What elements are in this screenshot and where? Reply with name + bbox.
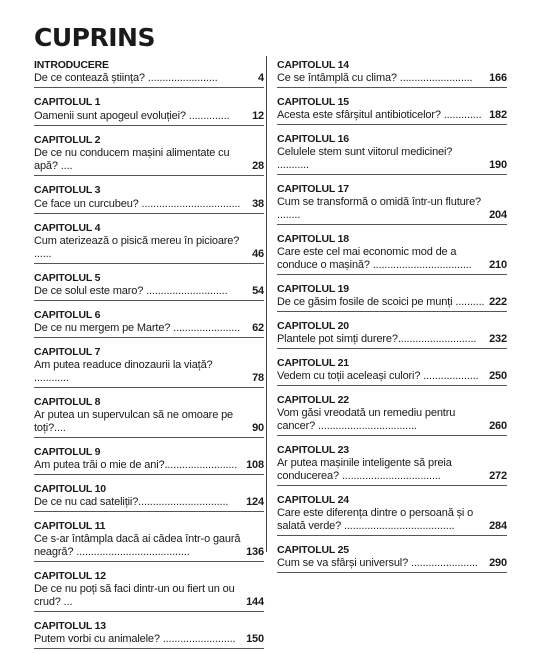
toc-entry[interactable] — [277, 441, 507, 486]
chapter-question: De ce contează știința? ........................ — [34, 72, 218, 84]
page-number: 166 — [489, 72, 507, 84]
chapter-question: Care este diferența dintre o persoană și o salată verde? ...................................... — [277, 507, 474, 532]
chapter-question: Cum se va sfârși universul? ....................... — [277, 557, 478, 569]
chapter-label: CAPITOLUL 12 — [34, 570, 106, 582]
chapter-question: Vom găsi vreodată un remediu pentru cancer? .................................. — [277, 407, 456, 432]
chapter-question: Ce s-ar întâmpla dacă ai cădea într-o gaură neagră? ....................................... — [34, 533, 241, 558]
chapter-label: CAPITOLUL 2 — [34, 134, 101, 146]
chapter-question: De ce nu mergem pe Marte? ....................... — [34, 322, 241, 334]
toc-entry[interactable] — [277, 541, 507, 573]
chapter-question: Cum aterizează o pisică mereu în picioare? ...... — [34, 235, 240, 260]
page-number: 250 — [489, 370, 507, 382]
toc-entry[interactable] — [34, 617, 264, 649]
toc-entry[interactable] — [34, 517, 264, 562]
chapter-question: Am putea trăi o mie de ani?......................... — [34, 459, 238, 471]
chapter-question: Plantele pot simți durere?........................... — [277, 333, 477, 345]
toc-entry[interactable] — [34, 181, 264, 214]
page-number: 136 — [246, 546, 264, 558]
page-number: 54 — [252, 285, 264, 297]
chapter-question: Vedem cu toții aceleași culori? ................... — [277, 370, 479, 382]
toc-entry[interactable] — [34, 306, 264, 338]
chapter-question: Ce face un curcubeu? .................................. — [34, 198, 241, 210]
chapter-label: CAPITOLUL 20 — [277, 320, 349, 332]
chapter-label: CAPITOLUL 18 — [277, 233, 349, 245]
toc-entry[interactable] — [277, 230, 507, 275]
toc-right-column — [277, 56, 507, 578]
page-number: 108 — [246, 459, 264, 471]
chapter-question: Acesta este sfârșitul antibioticelor? ............. — [277, 109, 482, 121]
chapter-label: CAPITOLUL 24 — [277, 494, 349, 506]
chapter-label: CAPITOLUL 7 — [34, 346, 101, 358]
chapter-label: CAPITOLUL 9 — [34, 446, 101, 458]
page-number: 90 — [252, 422, 264, 434]
page-number: 144 — [246, 596, 264, 608]
page-number: 12 — [252, 110, 264, 122]
page-number: 204 — [489, 209, 507, 221]
chapter-question: De ce nu poți să faci dintr-un ou fiert un ou crud? ... — [34, 583, 235, 608]
page-number: 124 — [246, 496, 264, 508]
chapter-label: CAPITOLUL 4 — [34, 222, 101, 234]
chapter-label: CAPITOLUL 23 — [277, 444, 349, 456]
page-number: 4 — [258, 72, 264, 84]
toc-entry[interactable] — [34, 56, 264, 88]
page-number: 38 — [252, 198, 264, 210]
chapter-label: CAPITOLUL 25 — [277, 544, 349, 556]
chapter-label: CAPITOLUL 22 — [277, 394, 349, 406]
toc-entry[interactable] — [34, 480, 264, 512]
chapter-label: CAPITOLUL 21 — [277, 357, 349, 369]
toc-entry[interactable] — [34, 93, 264, 126]
toc-entry[interactable] — [277, 180, 507, 225]
chapter-label: CAPITOLUL 5 — [34, 272, 101, 284]
chapter-label: CAPITOLUL 3 — [34, 184, 101, 196]
toc-entry[interactable] — [277, 491, 507, 536]
toc-entry[interactable] — [277, 317, 507, 349]
page-number: 232 — [489, 333, 507, 345]
chapter-label: CAPITOLUL 13 — [34, 620, 106, 632]
chapter-label: CAPITOLUL 10 — [34, 483, 106, 495]
toc-entry[interactable] — [277, 354, 507, 386]
chapter-question: Ar putea un supervulcan să ne omoare pe toți?.... — [34, 409, 234, 434]
toc-entry[interactable] — [34, 393, 264, 438]
chapter-label: CAPITOLUL 6 — [34, 309, 101, 321]
page-number: 210 — [489, 259, 507, 271]
chapter-label: CAPITOLUL 19 — [277, 283, 349, 295]
toc-entry[interactable] — [277, 391, 507, 436]
toc-entry[interactable] — [34, 567, 264, 612]
toc-entry[interactable] — [277, 280, 507, 312]
chapter-label: CAPITOLUL 8 — [34, 396, 101, 408]
page-number: 46 — [252, 248, 264, 260]
page-number: 190 — [489, 159, 507, 171]
page-number: 260 — [489, 420, 507, 432]
chapter-label: CAPITOLUL 15 — [277, 96, 349, 108]
chapter-question: Care este cel mai economic mod de a conduce o mașină? .................................. — [277, 246, 472, 271]
page-title: CUPRINS — [34, 23, 155, 52]
page-number: 78 — [252, 372, 264, 384]
column-divider — [266, 56, 267, 552]
toc-entry[interactable] — [34, 343, 264, 388]
toc-entry[interactable] — [34, 219, 264, 264]
chapter-label: CAPITOLUL 16 — [277, 133, 349, 145]
toc-entry[interactable] — [277, 56, 507, 88]
chapter-label: CAPITOLUL 14 — [277, 59, 349, 71]
chapter-question: Oamenii sunt apogeul evoluției? .............. — [34, 110, 230, 122]
toc-entry[interactable] — [277, 93, 507, 125]
page-number: 272 — [489, 470, 507, 482]
chapter-label: INTRODUCERE — [34, 59, 109, 71]
chapter-label: CAPITOLUL 11 — [34, 520, 106, 532]
page-number: 290 — [489, 557, 507, 569]
page-number: 182 — [489, 109, 507, 121]
page-number: 28 — [252, 160, 264, 172]
chapter-question: De ce găsim fosile de scoici pe munți .......... — [277, 296, 485, 308]
chapter-question: Ce se întâmplă cu clima? ......................... — [277, 72, 473, 84]
chapter-question: Ar putea mașinile inteligente să preia conducerea? .................................. — [277, 457, 452, 482]
toc-entry[interactable] — [34, 269, 264, 301]
chapter-question: Am putea readuce dinozaurii la viață? ............ — [34, 359, 213, 384]
chapter-question: De ce nu cad sateliții?............................... — [34, 496, 229, 508]
chapter-question: Celulele stem sunt viitorul medicinei? ........... — [277, 146, 453, 171]
chapter-label: CAPITOLUL 17 — [277, 183, 349, 195]
page-number: 284 — [489, 520, 507, 532]
chapter-question: De ce nu conducem mașini alimentate cu apă? .... — [34, 147, 230, 172]
chapter-question: Putem vorbi cu animalele? ......................... — [34, 633, 236, 645]
chapter-label: CAPITOLUL 1 — [34, 96, 101, 108]
toc-entry[interactable] — [34, 443, 264, 475]
page-number: 62 — [252, 322, 264, 334]
toc-entry[interactable] — [34, 131, 264, 176]
page-number: 222 — [489, 296, 507, 308]
chapter-question: De ce solul este maro? ............................ — [34, 285, 228, 297]
chapter-question: Cum se transformă o omidă într-un fluture? ........ — [277, 196, 482, 221]
toc-entry[interactable] — [277, 130, 507, 175]
page-number: 150 — [246, 633, 264, 645]
toc-left-column — [34, 56, 264, 654]
